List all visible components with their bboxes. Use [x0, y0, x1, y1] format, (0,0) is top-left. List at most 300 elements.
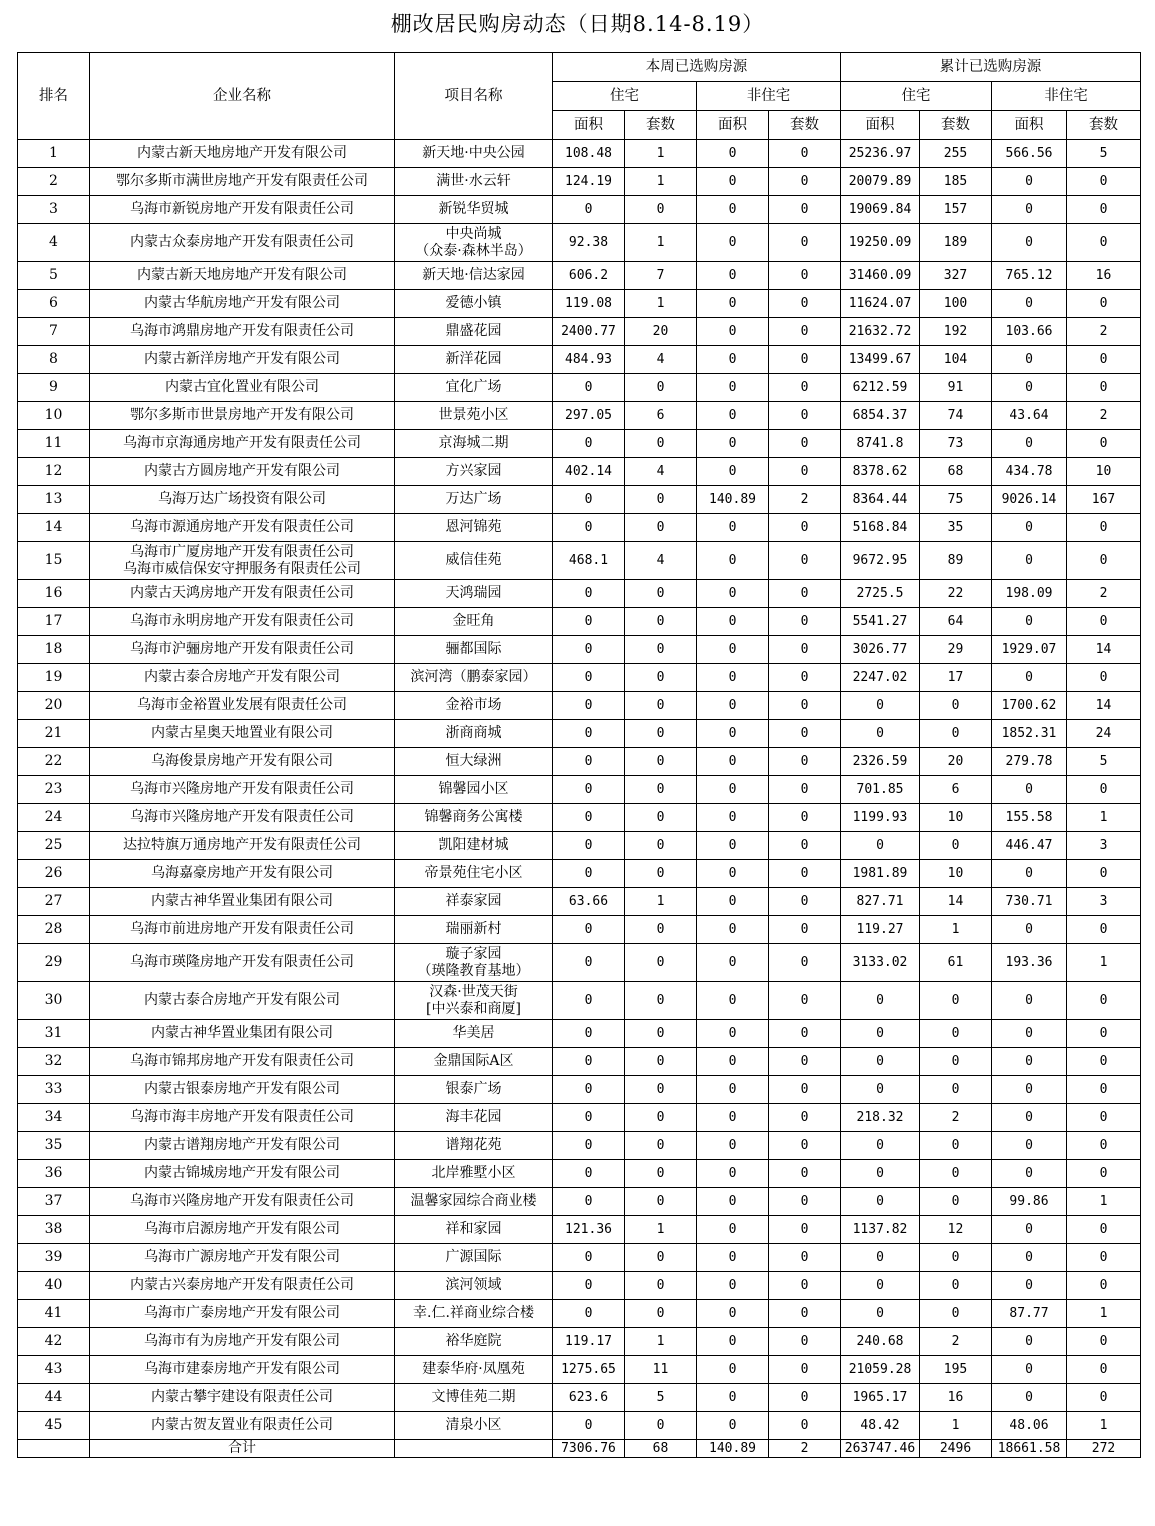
project-cell — [395, 692, 553, 720]
cum-non-units-cell: 5 — [1067, 748, 1141, 776]
week-res-units-cell: 1 — [625, 140, 697, 168]
company-cell — [90, 636, 395, 664]
cum-non-area-cell: 193.36 — [992, 944, 1067, 982]
week-res-units-cell: 1 — [625, 1328, 697, 1356]
week-non-units-cell: 0 — [769, 832, 841, 860]
company-name: 内蒙古新天地房地产开发有限公司 — [137, 267, 347, 283]
cum-res-units-cell: 0 — [920, 720, 992, 748]
company-cell — [90, 1356, 395, 1384]
cum-res-area-cell: 0 — [841, 982, 920, 1020]
week-non-units-cell: 0 — [769, 804, 841, 832]
company-cell — [90, 580, 395, 608]
company-name: 内蒙古攀宇建设有限责任公司 — [151, 1389, 333, 1405]
week-res-units-cell: 7 — [625, 262, 697, 290]
header-company: 企业名称 — [90, 53, 395, 140]
week-res-units-cell: 0 — [625, 1412, 697, 1440]
project-cell — [395, 224, 553, 262]
company-name: 乌海市建泰房地产开发有限公司 — [144, 1361, 340, 1377]
week-non-units-cell: 0 — [769, 140, 841, 168]
week-non-units-cell: 0 — [769, 720, 841, 748]
cum-res-units-cell: 14 — [920, 888, 992, 916]
week-non-units-cell: 0 — [769, 944, 841, 982]
week-non-area-cell: 0 — [697, 804, 769, 832]
week-non-area-cell: 0 — [697, 608, 769, 636]
week-res-units-cell: 1 — [625, 290, 697, 318]
cum-res-area-cell: 20079.89 — [841, 168, 920, 196]
project-cell — [395, 262, 553, 290]
cum-res-area-cell: 5168.84 — [841, 514, 920, 542]
week-res-area-cell: 623.6 — [553, 1384, 625, 1412]
cum-non-area-cell: 0 — [992, 168, 1067, 196]
cum-non-units-cell: 1 — [1067, 1188, 1141, 1216]
project-name: 建泰华府·凤凰苑 — [422, 1361, 525, 1377]
company-cell — [90, 168, 395, 196]
cum-res-units-cell: 68 — [920, 458, 992, 486]
cum-res-area-cell: 5541.27 — [841, 608, 920, 636]
week-res-area-cell: 0 — [553, 720, 625, 748]
company-name: 乌海市京海通房地产开发有限责任公司 — [123, 435, 361, 451]
cum-res-units-cell: 0 — [920, 1160, 992, 1188]
project-name: 威信佳苑 — [445, 552, 502, 568]
cum-res-area-cell: 3133.02 — [841, 944, 920, 982]
cum-res-area-cell: 0 — [841, 1020, 920, 1048]
company-name: 乌海市海丰房地产开发有限责任公司 — [130, 1109, 354, 1125]
table-row — [18, 486, 1141, 514]
cum-non-area-cell: 0 — [992, 776, 1067, 804]
cum-non-area-cell: 0 — [992, 1048, 1067, 1076]
week-res-area-cell: 0 — [553, 776, 625, 804]
week-res-units-cell: 4 — [625, 458, 697, 486]
company-cell — [90, 1048, 395, 1076]
header-area: 面积 — [841, 111, 920, 140]
table-row — [18, 1160, 1141, 1188]
cum-non-area-cell: 0 — [992, 982, 1067, 1020]
cum-res-units-cell: 189 — [920, 224, 992, 262]
company-name: 乌海市前进房地产开发有限责任公司 — [130, 921, 354, 937]
week-res-area-cell: 0 — [553, 804, 625, 832]
company-name: 内蒙古方圆房地产开发有限公司 — [144, 463, 340, 479]
project-cell — [395, 776, 553, 804]
project-name: 锦馨商务公寓楼 — [424, 809, 523, 825]
table-row — [18, 374, 1141, 402]
week-res-units-cell: 11 — [625, 1356, 697, 1384]
cum-non-area-cell: 103.66 — [992, 318, 1067, 346]
cum-res-units-cell: 73 — [920, 430, 992, 458]
cum-res-area-cell: 19069.84 — [841, 196, 920, 224]
rank-cell: 17 — [18, 608, 90, 636]
cum-non-units-cell: 1 — [1067, 1300, 1141, 1328]
project-name: 文博佳苑二期 — [431, 1389, 516, 1405]
rank-cell: 5 — [18, 262, 90, 290]
week-non-area-cell: 0 — [697, 1216, 769, 1244]
cum-res-units-cell: 61 — [920, 944, 992, 982]
company-name: 乌海市鸿鼎房地产开发有限责任公司 — [130, 323, 354, 339]
company-name: 乌海市金裕置业发展有限责任公司 — [137, 697, 347, 713]
week-res-units-cell: 0 — [625, 1188, 697, 1216]
project-name: 宜化广场 — [445, 379, 502, 395]
project-cell — [395, 1412, 553, 1440]
cum-res-units-cell: 89 — [920, 542, 992, 580]
cum-res-area-cell: 0 — [841, 720, 920, 748]
week-non-area-cell: 0 — [697, 664, 769, 692]
week-res-units-cell: 0 — [625, 636, 697, 664]
week-res-area-cell: 119.17 — [553, 1328, 625, 1356]
cum-res-units-cell: 91 — [920, 374, 992, 402]
cum-non-area-cell: 0 — [992, 1328, 1067, 1356]
week-res-area-cell: 0 — [553, 1076, 625, 1104]
week-res-units-cell: 0 — [625, 916, 697, 944]
cum-res-area-cell: 0 — [841, 692, 920, 720]
project-name: 世景苑小区 — [438, 407, 509, 423]
company-name: 乌海市锦邦房地产开发有限责任公司 — [130, 1053, 354, 1069]
week-non-area-cell: 0 — [697, 290, 769, 318]
week-res-area-cell: 0 — [553, 636, 625, 664]
table-row — [18, 636, 1141, 664]
week-non-area-cell: 0 — [697, 262, 769, 290]
week-non-area-cell: 0 — [697, 692, 769, 720]
rank-cell: 10 — [18, 402, 90, 430]
company-name: 乌海市新锐房地产开发有限责任公司 — [130, 201, 354, 217]
cum-res-area-cell: 13499.67 — [841, 346, 920, 374]
week-non-units-cell: 0 — [769, 1272, 841, 1300]
cum-res-units-cell: 75 — [920, 486, 992, 514]
header-project: 项目名称 — [395, 53, 553, 140]
company-cell — [90, 1384, 395, 1412]
cum-res-area-cell: 0 — [841, 1300, 920, 1328]
cum-non-units-cell: 0 — [1067, 514, 1141, 542]
week-res-area-cell: 124.19 — [553, 168, 625, 196]
table-row — [18, 542, 1141, 580]
cum-res-area-cell: 3026.77 — [841, 636, 920, 664]
week-res-area-cell: 92.38 — [553, 224, 625, 262]
cum-res-units-cell: 100 — [920, 290, 992, 318]
cum-res-units-cell: 29 — [920, 636, 992, 664]
cum-non-units-cell: 10 — [1067, 458, 1141, 486]
week-res-units-cell: 0 — [625, 1272, 697, 1300]
week-res-units-cell: 0 — [625, 486, 697, 514]
week-res-units-cell: 1 — [625, 224, 697, 262]
company-name: 乌海市广源房地产开发有限公司 — [144, 1249, 340, 1265]
company-cell — [90, 664, 395, 692]
week-res-units-cell: 0 — [625, 720, 697, 748]
project-cell — [395, 1020, 553, 1048]
rank-cell: 39 — [18, 1244, 90, 1272]
week-non-area-cell: 140.89 — [697, 486, 769, 514]
cum-res-units-cell: 192 — [920, 318, 992, 346]
cum-non-area-cell: 730.71 — [992, 888, 1067, 916]
rank-cell: 28 — [18, 916, 90, 944]
project-cell — [395, 664, 553, 692]
cum-res-area-cell: 8741.8 — [841, 430, 920, 458]
project-cell — [395, 1048, 553, 1076]
company-cell — [90, 290, 395, 318]
week-non-area-cell: 0 — [697, 580, 769, 608]
week-res-units-cell: 0 — [625, 1020, 697, 1048]
company-name: 乌海市兴隆房地产开发有限责任公司 — [130, 1193, 354, 1209]
company-cell — [90, 720, 395, 748]
week-res-units-cell: 20 — [625, 318, 697, 346]
table-row — [18, 664, 1141, 692]
week-res-units-cell: 4 — [625, 542, 697, 580]
week-non-area-cell: 0 — [697, 748, 769, 776]
week-non-units-cell: 0 — [769, 262, 841, 290]
company-name: 鄂尔多斯市世景房地产开发有限公司 — [130, 407, 354, 423]
cum-non-units-cell: 2 — [1067, 402, 1141, 430]
project-name: 中央尚城 — [445, 225, 502, 242]
week-res-area-cell: 119.08 — [553, 290, 625, 318]
cum-res-area-cell: 0 — [841, 1132, 920, 1160]
table-row — [18, 580, 1141, 608]
week-non-units-cell: 0 — [769, 430, 841, 458]
week-non-area-cell: 0 — [697, 1384, 769, 1412]
project-name: 谱翔花苑 — [445, 1137, 502, 1153]
company-name: 乌海市兴隆房地产开发有限责任公司 — [130, 781, 354, 797]
week-non-area-cell: 0 — [697, 1356, 769, 1384]
cum-non-area-cell: 566.56 — [992, 140, 1067, 168]
rank-cell: 11 — [18, 430, 90, 458]
cum-non-area-cell: 0 — [992, 1020, 1067, 1048]
week-non-units-cell: 0 — [769, 692, 841, 720]
week-non-units-cell: 0 — [769, 1104, 841, 1132]
company-name: 内蒙古谱翔房地产开发有限公司 — [144, 1137, 340, 1153]
week-non-units-cell: 0 — [769, 402, 841, 430]
cum-non-area-cell: 0 — [992, 1160, 1067, 1188]
table-row — [18, 1328, 1141, 1356]
table-row — [18, 608, 1141, 636]
week-non-units-cell: 0 — [769, 1356, 841, 1384]
cum-non-units-cell: 3 — [1067, 888, 1141, 916]
project-cell — [395, 1244, 553, 1272]
cum-non-area-cell: 198.09 — [992, 580, 1067, 608]
week-res-units-cell: 0 — [625, 1048, 697, 1076]
total-row — [18, 1440, 1141, 1458]
company-name: 内蒙古新洋房地产开发有限公司 — [144, 351, 340, 367]
project-cell — [395, 542, 553, 580]
company-cell — [90, 1300, 395, 1328]
project-cell — [395, 318, 553, 346]
week-res-units-cell: 6 — [625, 402, 697, 430]
cum-non-units-cell: 0 — [1067, 168, 1141, 196]
cum-non-area-cell: 0 — [992, 1272, 1067, 1300]
company-cell — [90, 486, 395, 514]
cum-non-units-cell: 0 — [1067, 608, 1141, 636]
cum-res-area-cell: 119.27 — [841, 916, 920, 944]
cum-res-area-cell: 1965.17 — [841, 1384, 920, 1412]
cum-res-area-cell: 21632.72 — [841, 318, 920, 346]
project-name: 满世·水云轩 — [436, 173, 511, 189]
cum-res-units-cell: 327 — [920, 262, 992, 290]
company-cell — [90, 692, 395, 720]
rank-cell: 13 — [18, 486, 90, 514]
cum-res-area-cell: 1981.89 — [841, 860, 920, 888]
week-res-units-cell: 4 — [625, 346, 697, 374]
project-name: 瑞丽新村 — [445, 921, 502, 937]
cum-non-area-cell: 765.12 — [992, 262, 1067, 290]
rank-cell: 32 — [18, 1048, 90, 1076]
project-cell — [395, 982, 553, 1020]
cum-res-area-cell: 2247.02 — [841, 664, 920, 692]
week-res-units-cell: 0 — [625, 692, 697, 720]
company-name: 内蒙古神华置业集团有限公司 — [151, 893, 333, 909]
company-cell — [90, 916, 395, 944]
cum-res-area-cell: 8364.44 — [841, 486, 920, 514]
week-res-area-cell: 297.05 — [553, 402, 625, 430]
project-name: 锦馨园小区 — [438, 781, 509, 797]
rank-cell: 34 — [18, 1104, 90, 1132]
rank-cell: 33 — [18, 1076, 90, 1104]
week-res-units-cell: 1 — [625, 168, 697, 196]
cum-non-units-cell: 0 — [1067, 860, 1141, 888]
cum-non-units-cell: 0 — [1067, 1216, 1141, 1244]
week-non-units-cell: 0 — [769, 1244, 841, 1272]
rank-cell: 19 — [18, 664, 90, 692]
project-name: 新天地·中央公园 — [422, 145, 525, 161]
cum-non-area-cell: 1852.31 — [992, 720, 1067, 748]
cum-non-units-cell: 0 — [1067, 1020, 1141, 1048]
cum-non-area-cell: 0 — [992, 196, 1067, 224]
page-title: 棚改居民购房动态（日期8.14-8.19） — [390, 12, 765, 36]
project-name: 汉森·世茂天街 — [429, 983, 518, 1000]
table-row — [18, 692, 1141, 720]
week-non-area-cell: 0 — [697, 196, 769, 224]
company-cell — [90, 196, 395, 224]
week-non-units-cell: 0 — [769, 1384, 841, 1412]
company-cell — [90, 224, 395, 262]
week-res-area-cell: 0 — [553, 1272, 625, 1300]
company-cell — [90, 402, 395, 430]
cum-non-area-cell: 155.58 — [992, 804, 1067, 832]
company-cell — [90, 860, 395, 888]
week-res-area-cell: 0 — [553, 580, 625, 608]
rank-cell: 23 — [18, 776, 90, 804]
week-res-units-cell: 0 — [625, 514, 697, 542]
cum-res-area-cell: 6854.37 — [841, 402, 920, 430]
week-non-area-cell: 0 — [697, 1160, 769, 1188]
week-non-area-cell: 0 — [697, 944, 769, 982]
rank-cell: 6 — [18, 290, 90, 318]
company-cell — [90, 262, 395, 290]
project-cell — [395, 748, 553, 776]
project-cell — [395, 944, 553, 982]
total-rank-cell — [18, 1440, 90, 1458]
project-name: 北岸雅墅小区 — [431, 1165, 516, 1181]
project-name: 骊都国际 — [445, 641, 502, 657]
company-cell — [90, 1244, 395, 1272]
rank-cell: 36 — [18, 1160, 90, 1188]
rank-cell: 45 — [18, 1412, 90, 1440]
project-cell — [395, 1132, 553, 1160]
table-row — [18, 458, 1141, 486]
week-non-units-cell: 0 — [769, 1076, 841, 1104]
cum-res-units-cell: 0 — [920, 692, 992, 720]
project-name: 新洋花园 — [445, 351, 502, 367]
cum-res-units-cell: 104 — [920, 346, 992, 374]
header-week-non-residential: 非住宅 — [697, 82, 841, 111]
cum-res-area-cell: 0 — [841, 832, 920, 860]
cum-res-area-cell: 11624.07 — [841, 290, 920, 318]
total-label: 合计 — [90, 1440, 395, 1458]
week-res-area-cell: 0 — [553, 916, 625, 944]
cum-non-area-cell: 0 — [992, 1244, 1067, 1272]
cum-res-area-cell: 6212.59 — [841, 374, 920, 402]
project-cell — [395, 168, 553, 196]
table-body — [18, 140, 1141, 1440]
cum-non-area-cell: 99.86 — [992, 1188, 1067, 1216]
week-non-units-cell: 0 — [769, 290, 841, 318]
week-non-area-cell: 0 — [697, 1300, 769, 1328]
project-cell — [395, 1160, 553, 1188]
company-name: 内蒙古兴泰房地产开发有限责任公司 — [130, 1277, 354, 1293]
cum-non-area-cell: 0 — [992, 346, 1067, 374]
cum-non-units-cell: 0 — [1067, 224, 1141, 262]
total-cum-res-area: 263747.46 — [841, 1440, 920, 1458]
company-cell — [90, 888, 395, 916]
cum-res-units-cell: 20 — [920, 748, 992, 776]
week-non-area-cell: 0 — [697, 1104, 769, 1132]
week-non-units-cell: 0 — [769, 1412, 841, 1440]
company-name: 乌海市威信保安守押服务有限责任公司 — [123, 560, 361, 577]
company-cell — [90, 832, 395, 860]
week-non-units-cell: 0 — [769, 916, 841, 944]
cum-res-area-cell: 218.32 — [841, 1104, 920, 1132]
table-row — [18, 1300, 1141, 1328]
company-cell — [90, 1272, 395, 1300]
week-res-units-cell: 0 — [625, 1076, 697, 1104]
week-non-units-cell: 0 — [769, 458, 841, 486]
week-res-units-cell: 0 — [625, 374, 697, 402]
header-area: 面积 — [697, 111, 769, 140]
week-res-units-cell: 0 — [625, 944, 697, 982]
cum-non-units-cell: 0 — [1067, 1048, 1141, 1076]
week-res-units-cell: 0 — [625, 1132, 697, 1160]
week-non-area-cell: 0 — [697, 514, 769, 542]
company-cell — [90, 1104, 395, 1132]
cum-non-units-cell: 0 — [1067, 290, 1141, 318]
cum-non-units-cell: 2 — [1067, 318, 1141, 346]
cum-res-area-cell: 827.71 — [841, 888, 920, 916]
rank-cell: 12 — [18, 458, 90, 486]
rank-cell: 4 — [18, 224, 90, 262]
table-row — [18, 1132, 1141, 1160]
rank-cell: 42 — [18, 1328, 90, 1356]
week-non-area-cell: 0 — [697, 1132, 769, 1160]
header-units: 套数 — [1067, 111, 1141, 140]
week-res-units-cell: 0 — [625, 1244, 697, 1272]
cum-res-units-cell: 0 — [920, 1076, 992, 1104]
header-week-group: 本周已选购房源 — [553, 53, 841, 82]
cum-res-units-cell: 35 — [920, 514, 992, 542]
company-name: 内蒙古天鸿房地产开发有限责任公司 — [130, 585, 354, 601]
rank-cell: 40 — [18, 1272, 90, 1300]
cum-res-area-cell: 0 — [841, 1272, 920, 1300]
company-cell — [90, 804, 395, 832]
header-total-residential: 住宅 — [841, 82, 992, 111]
cum-res-units-cell: 12 — [920, 1216, 992, 1244]
cum-res-units-cell: 74 — [920, 402, 992, 430]
table-row — [18, 776, 1141, 804]
week-non-units-cell: 0 — [769, 224, 841, 262]
project-cell — [395, 860, 553, 888]
total-week-non-units: 2 — [769, 1440, 841, 1458]
week-non-units-cell: 0 — [769, 1020, 841, 1048]
cum-res-units-cell: 22 — [920, 580, 992, 608]
total-cum-non-units: 272 — [1067, 1440, 1141, 1458]
cum-non-units-cell: 0 — [1067, 196, 1141, 224]
cum-res-area-cell: 701.85 — [841, 776, 920, 804]
cum-res-area-cell: 240.68 — [841, 1328, 920, 1356]
week-res-area-cell: 0 — [553, 664, 625, 692]
week-res-area-cell: 0 — [553, 514, 625, 542]
